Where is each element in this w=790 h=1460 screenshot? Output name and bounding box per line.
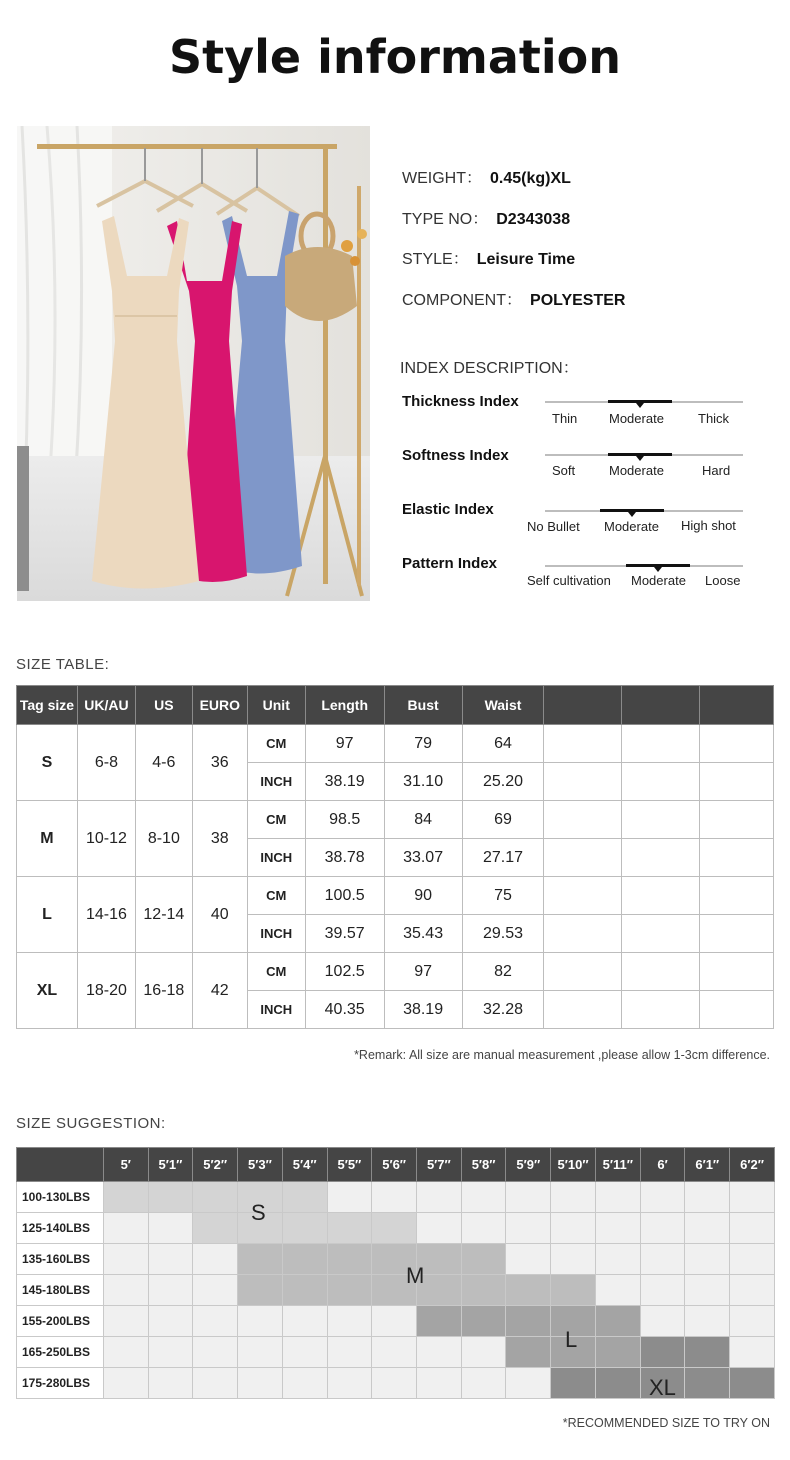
suggestion-cell [148,1275,193,1306]
empty-cell [544,877,622,915]
size-table-label: SIZE TABLE: [16,656,110,673]
suggestion-cell [506,1275,551,1306]
suggestion-cell [595,1244,640,1275]
header-corner [17,1148,104,1182]
us-cell: 8-10 [135,801,192,877]
suggestion-cell [506,1182,551,1213]
suggestion-cell [372,1337,417,1368]
suggestion-cell [640,1306,685,1337]
measurement-cell: 79 [384,725,462,763]
suggestion-cell [640,1275,685,1306]
info-type-no-key: TYPE NO： [402,211,489,228]
height-header: 6′2″ [730,1148,775,1182]
tag-size-cell: M [17,801,78,877]
measurement-cell: 84 [384,801,462,839]
suggestion-cell [685,1244,730,1275]
page-title: Style information [169,30,621,84]
table-row [17,801,774,839]
elastic-pointer-icon [628,512,636,517]
suggestion-header [17,1148,775,1182]
empty-cell [622,763,700,801]
suggestion-cell [551,1244,596,1275]
suggestion-cell [193,1368,238,1399]
remark-note: *Remark: All size are manual measurement ,please allow 1-3cm difference. [354,1048,770,1062]
suggestion-cell [417,1182,462,1213]
suggestion-cell [595,1182,640,1213]
suggestion-cell [238,1368,283,1399]
size-table-header [17,686,774,725]
suggestion-cell [461,1244,506,1275]
empty-cell [622,953,700,991]
measurement-cell: 29.53 [462,915,544,953]
empty-cell [544,991,622,1029]
empty-cell [544,763,622,801]
table-row [17,1337,775,1368]
euro-cell: 38 [192,801,247,877]
table-row [17,1306,775,1337]
suggestion-cell [730,1275,775,1306]
suggestion-cell [193,1306,238,1337]
info-component [402,287,625,310]
measurement-cell: 97 [305,725,384,763]
thickness-option-thin: Thin [552,411,578,426]
suggestion-cell [730,1244,775,1275]
us-cell: 4-6 [135,725,192,801]
suggestion-cell [327,1337,372,1368]
measurement-cell: 69 [462,801,544,839]
suggestion-cell [282,1306,327,1337]
empty-cell [700,801,774,839]
suggestion-cell [238,1244,283,1275]
size-table [16,685,774,1029]
suggestion-cell [595,1275,640,1306]
unit-cell: CM [247,877,305,915]
suggestion-cell [193,1275,238,1306]
size-zone-s-label: S [251,1200,266,1225]
measurement-cell: 102.5 [305,953,384,991]
suggestion-cell [103,1337,148,1368]
empty-cell [700,763,774,801]
tag-size-cell: L [17,877,78,953]
measurement-cell: 98.5 [305,801,384,839]
header-bust: Bust [384,686,462,725]
suggestion-cell [238,1275,283,1306]
empty-cell [700,725,774,763]
table-row [17,877,774,915]
elastic-option-moderate: Moderate [604,519,659,534]
pattern-option-moderate: Moderate [631,573,686,588]
info-style-value: Leisure Time [476,251,576,268]
suggestion-cell [103,1182,148,1213]
suggestion-cell [103,1244,148,1275]
height-header: 5′6″ [372,1148,417,1182]
empty-cell [622,915,700,953]
info-component-value: POLYESTER [530,292,626,309]
measurement-cell: 38.78 [305,839,384,877]
suggestion-cell [238,1337,283,1368]
measurement-cell: 31.10 [384,763,462,801]
suggestion-cell [506,1213,551,1244]
suggestion-cell [193,1337,238,1368]
weight-cell: 175-280LBS [17,1368,104,1399]
unit-cell: CM [247,953,305,991]
measurement-cell: 64 [462,725,544,763]
unit-cell: INCH [247,991,305,1029]
empty-cell [544,915,622,953]
softness-option-moderate: Moderate [609,463,664,478]
info-weight-value: 0.45(kg)XL [490,170,571,187]
suggestion-cell [685,1213,730,1244]
height-header: 5′4″ [282,1148,327,1182]
dress-illustration [17,126,370,601]
height-header: 5′10″ [551,1148,596,1182]
euro-cell: 40 [192,877,247,953]
info-type-no [402,206,570,229]
header-tag-size: Tag size [17,686,78,725]
us-cell: 16-18 [135,953,192,1029]
uk-au-cell: 14-16 [77,877,135,953]
measurement-cell: 82 [462,953,544,991]
suggestion-cell [417,1337,462,1368]
empty-cell [622,839,700,877]
suggestion-cell [640,1182,685,1213]
info-weight [402,165,571,188]
suggestion-cell [148,1244,193,1275]
size-zone-xl-label: XL [649,1375,676,1400]
euro-cell: 42 [192,953,247,1029]
weight-cell: 165-250LBS [17,1337,104,1368]
suggestion-cell [461,1275,506,1306]
suggestion-cell [417,1368,462,1399]
measurement-cell: 38.19 [384,991,462,1029]
softness-option-soft: Soft [552,463,576,478]
suggestion-cell [103,1275,148,1306]
height-header: 5′11″ [595,1148,640,1182]
info-style [402,246,575,269]
suggestion-cell [282,1337,327,1368]
uk-au-cell: 6-8 [77,725,135,801]
suggestion-cell [685,1337,730,1368]
suggestion-cell [148,1213,193,1244]
empty-cell [622,877,700,915]
table-row [17,1275,775,1306]
info-style-key: STYLE： [402,251,469,268]
suggestion-cell [595,1368,640,1399]
suggestion-cell [685,1368,730,1399]
height-header: 5′3″ [238,1148,283,1182]
empty-cell [544,953,622,991]
suggestion-cell [372,1213,417,1244]
suggestion-cell [372,1306,417,1337]
suggestion-cell [282,1213,327,1244]
suggestion-cell [148,1337,193,1368]
suggestion-cell [417,1306,462,1337]
suggestion-cell [506,1244,551,1275]
height-header: 6′1″ [685,1148,730,1182]
header-unit: Unit [247,686,305,725]
height-header: 5′9″ [506,1148,551,1182]
suggestion-cell [461,1213,506,1244]
header-euro: EURO [192,686,247,725]
suggestion-cell [461,1182,506,1213]
softness-pointer-icon [636,456,644,461]
empty-cell [700,877,774,915]
header-uk-au: UK/AU [77,686,135,725]
suggestion-cell [595,1306,640,1337]
empty-cell [544,839,622,877]
suggestion-cell [551,1275,596,1306]
table-row [17,725,774,763]
suggestion-cell [551,1368,596,1399]
softness-option-hard: Hard [702,463,731,478]
index-description-heading: INDEX DESCRIPTION： [400,360,579,377]
empty-cell [544,801,622,839]
header-blank [544,686,622,725]
suggestion-cell [282,1182,327,1213]
suggestion-cell [372,1368,417,1399]
uk-au-cell: 18-20 [77,953,135,1029]
height-header: 5′2″ [193,1148,238,1182]
softness-index-label: Softness Index [402,447,509,464]
elastic-index-label: Elastic Index [402,501,494,518]
suggestion-cell [730,1368,775,1399]
measurement-cell: 25.20 [462,763,544,801]
height-header: 6′ [640,1148,685,1182]
thickness-index-label: Thickness Index [402,393,519,410]
elastic-option-high-shot: High shot [681,518,736,533]
suggestion-cell [685,1306,730,1337]
suggestion-cell [595,1337,640,1368]
weight-cell: 100-130LBS [17,1182,104,1213]
thickness-option-thick: Thick [698,411,730,426]
suggestion-cell [193,1213,238,1244]
suggestion-cell [730,1306,775,1337]
tag-size-cell: S [17,725,78,801]
measurement-cell: 75 [462,877,544,915]
weight-cell: 155-200LBS [17,1306,104,1337]
suggestion-cell [282,1244,327,1275]
header-waist: Waist [462,686,544,725]
suggestion-cell [148,1182,193,1213]
suggestion-cell [282,1368,327,1399]
unit-cell: INCH [247,763,305,801]
size-suggestion-table [16,1147,775,1399]
suggestion-cell [148,1368,193,1399]
uk-au-cell: 10-12 [77,801,135,877]
measurement-cell: 38.19 [305,763,384,801]
header-blank [622,686,700,725]
suggestion-cell [685,1275,730,1306]
height-header: 5′ [103,1148,148,1182]
height-header: 5′8″ [461,1148,506,1182]
tag-size-cell: XL [17,953,78,1029]
header-blank [700,686,774,725]
suggestion-cell [551,1213,596,1244]
suggestion-cell [103,1306,148,1337]
suggestion-cell [506,1306,551,1337]
table-row [17,1244,775,1275]
measurement-cell: 39.57 [305,915,384,953]
suggestion-cell [103,1368,148,1399]
measurement-cell: 90 [384,877,462,915]
measurement-cell: 33.07 [384,839,462,877]
thickness-pointer-icon [636,403,644,408]
suggestion-cell [327,1275,372,1306]
height-header: 5′5″ [327,1148,372,1182]
suggestion-cell [417,1213,462,1244]
suggestion-cell [193,1244,238,1275]
info-component-key: COMPONENT： [402,292,523,309]
suggestion-cell [461,1368,506,1399]
weight-cell: 135-160LBS [17,1244,104,1275]
thickness-option-moderate: Moderate [609,411,664,426]
recommend-note: *RECOMMENDED SIZE TO TRY ON [562,1416,770,1430]
pattern-pointer-icon [654,567,662,572]
suggestion-cell [461,1337,506,1368]
empty-cell [622,991,700,1029]
weight-cell: 125-140LBS [17,1213,104,1244]
suggestion-cell [730,1213,775,1244]
size-zone-l-label: L [565,1327,578,1352]
size-zone-m-label: M [406,1263,425,1288]
suggestion-cell [595,1213,640,1244]
table-row [17,1182,775,1213]
suggestion-cell [730,1337,775,1368]
measurement-cell: 32.28 [462,991,544,1029]
euro-cell: 36 [192,725,247,801]
suggestion-cell [640,1244,685,1275]
suggestion-cell [461,1306,506,1337]
info-weight-key: WEIGHT： [402,170,482,187]
suggestion-cell [103,1213,148,1244]
unit-cell: CM [247,801,305,839]
empty-cell [622,725,700,763]
table-row [17,953,774,991]
empty-cell [700,839,774,877]
measurement-cell: 27.17 [462,839,544,877]
suggestion-cell [685,1182,730,1213]
pattern-option-self-cultivation: Self cultivation [527,573,611,588]
suggestion-cell [640,1337,685,1368]
suggestion-cell [148,1306,193,1337]
suggestion-cell [327,1368,372,1399]
info-type-no-value: D2343038 [496,211,571,228]
measurement-cell: 100.5 [305,877,384,915]
unit-cell: INCH [247,839,305,877]
suggestion-cell [327,1306,372,1337]
suggestion-cell [193,1182,238,1213]
empty-cell [700,991,774,1029]
suggestion-cell [506,1337,551,1368]
suggestion-cell [372,1182,417,1213]
empty-cell [700,915,774,953]
header-us: US [135,686,192,725]
suggestion-cell [282,1275,327,1306]
size-suggestion-label: SIZE SUGGESTION: [16,1115,166,1132]
unit-cell: INCH [247,915,305,953]
measurement-cell: 97 [384,953,462,991]
pattern-index-label: Pattern Index [402,555,498,572]
weight-cell: 145-180LBS [17,1275,104,1306]
empty-cell [544,725,622,763]
header-length: Length [305,686,384,725]
suggestion-cell [327,1244,372,1275]
measurement-cell: 35.43 [384,915,462,953]
suggestion-cell [551,1182,596,1213]
pattern-option-loose: Loose [705,573,741,588]
suggestion-cell [327,1182,372,1213]
us-cell: 12-14 [135,877,192,953]
empty-cell [700,953,774,991]
suggestion-cell [506,1368,551,1399]
empty-cell [622,801,700,839]
measurement-cell: 40.35 [305,991,384,1029]
table-row [17,1213,775,1244]
suggestion-cell [327,1213,372,1244]
product-photo [17,126,370,601]
elastic-option-no-bullet: No Bullet [527,519,580,534]
suggestion-cell [640,1213,685,1244]
suggestion-cell [238,1306,283,1337]
height-header: 5′7″ [417,1148,462,1182]
suggestion-cell [730,1182,775,1213]
unit-cell: CM [247,725,305,763]
height-header: 5′1″ [148,1148,193,1182]
